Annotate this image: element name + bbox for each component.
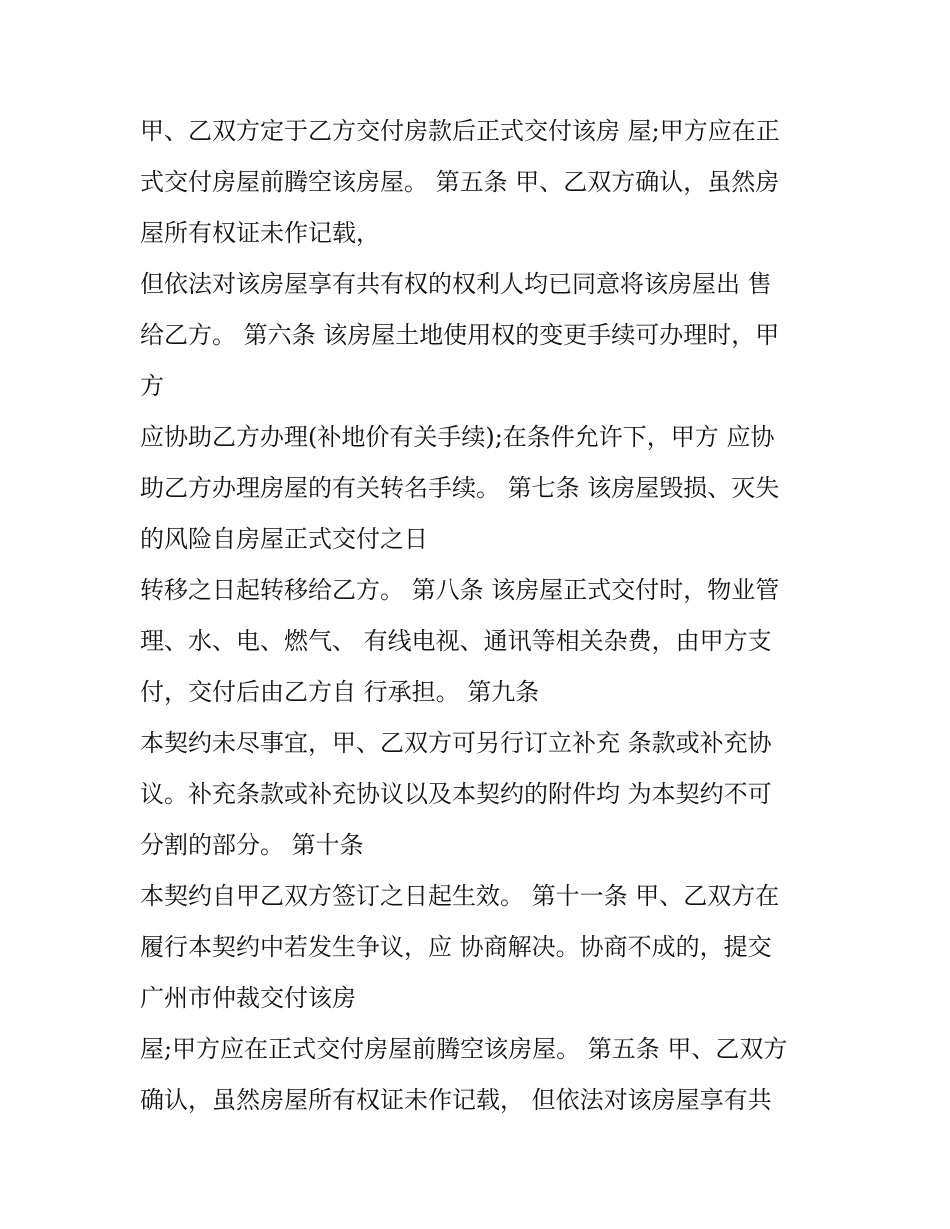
- text-line: 付，交付后由乙方自 行承担。 第九条: [140, 678, 540, 706]
- text-line: 履行本契约中若发生争议，应 协商解决。协商不成的，提交: [140, 933, 772, 961]
- text-line: 理、水、电、燃气、 有线电视、通讯等相关杂费，由甲方支: [140, 627, 772, 655]
- text-line: 广州市仲裁交付该房: [140, 984, 356, 1012]
- text-line: 本契约未尽事宜，甲、乙双方可另行订立补充 条款或补充协: [140, 729, 772, 757]
- text-line: 甲、乙双方定于乙方交付房款后正式交付该房 屋;甲方应在正: [140, 117, 780, 145]
- text-line: 确认，虽然房屋所有权证未作记载， 但依法对该房屋享有共: [140, 1086, 772, 1114]
- text-line: 式交付房屋前腾空该房屋。 第五条 甲、乙双方确认，虽然房: [140, 168, 780, 196]
- text-line: 屋所有权证未作记载，: [140, 219, 380, 247]
- text-line: 助乙方办理房屋的有关转名手续。 第七条 该房屋毁损、灭失: [140, 474, 780, 502]
- contract-text: [140, 106, 820, 1126]
- text-line: 应协助乙方办理(补地价有关手续);在条件允许下，甲方 应协: [140, 423, 775, 451]
- text-line: 方: [140, 372, 164, 400]
- text-line: 给乙方。 第六条 该房屋土地使用权的变更手续可办理时，甲: [140, 321, 780, 349]
- text-line: 议。补充条款或补充协议以及本契约的附件均 为本契约不可: [140, 780, 772, 808]
- text-line: 但依法对该房屋享有共有权的权利人均已同意将该房屋出 售: [140, 270, 772, 298]
- text-line: 的风险自房屋正式交付之日: [140, 525, 428, 553]
- text-line: 转移之日起转移给乙方。 第八条 该房屋正式交付时，物业管: [140, 576, 780, 604]
- text-line: 屋;甲方应在正式交付房屋前腾空该房屋。 第五条 甲、乙双方: [140, 1035, 788, 1063]
- text-line: 本契约自甲乙双方签订之日起生效。 第十一条 甲、乙双方在: [140, 882, 780, 910]
- text-line: 分割的部分。 第十条: [140, 831, 364, 859]
